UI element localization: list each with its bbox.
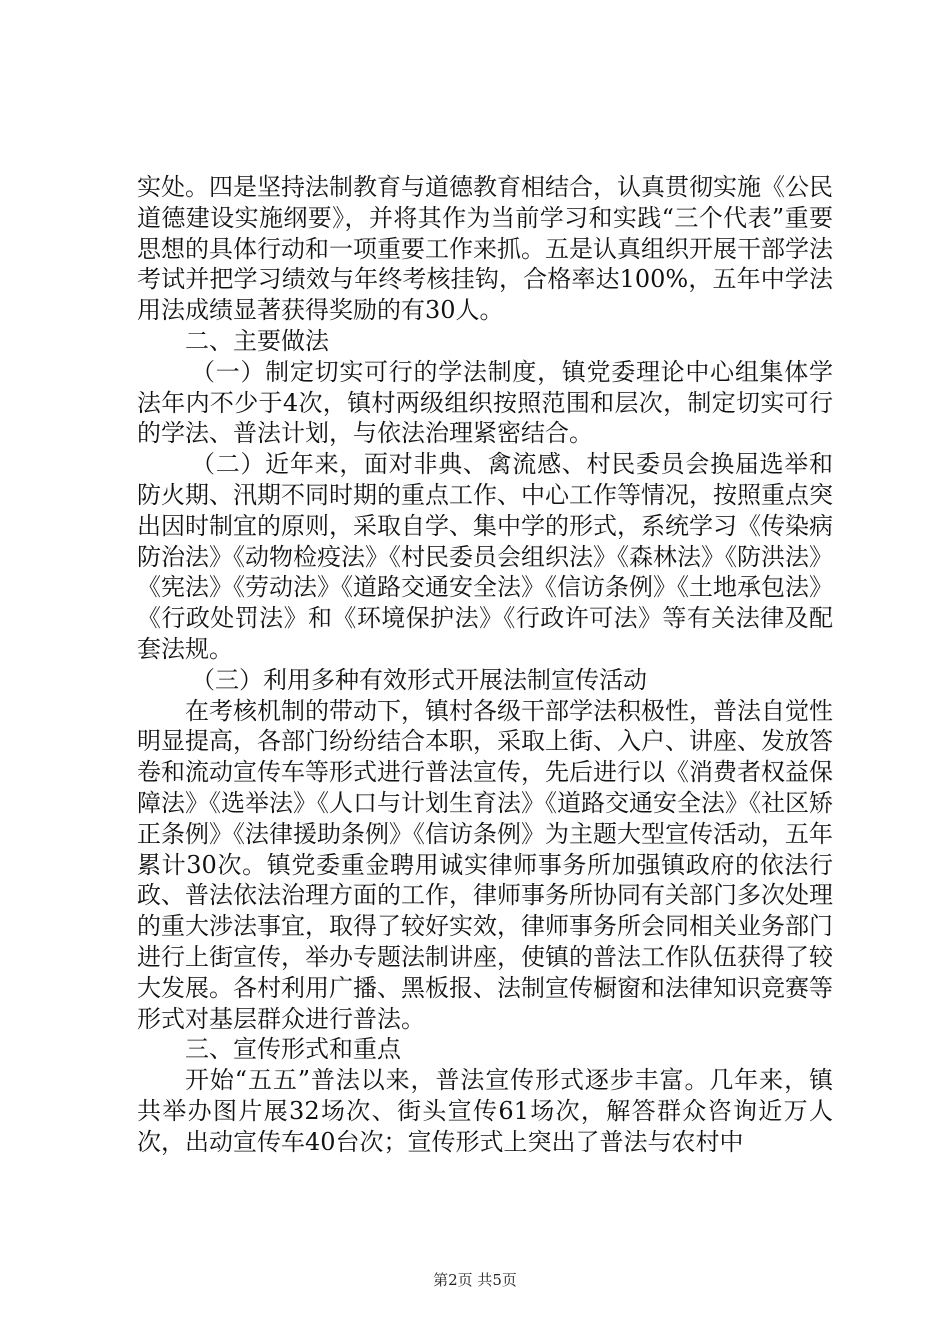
section-heading-publicity-forms: 三、宣传形式和重点 (185, 1035, 401, 1064)
section-heading-main-practices: 二、主要做法 (185, 326, 329, 355)
subheading-item-three: （三）利用多种有效形式开展法制宣传活动 (191, 665, 647, 694)
paragraph-item-one: （一）制定切实可行的学法制度，镇党委理论中心组集体学法年内不少于4次，镇村两级组织按照范围和层次，制定切实可行的学法、普法计划，与依法治理紧密结合。 (137, 357, 833, 448)
document-body (137, 172, 833, 1158)
paragraph-item-two: （二）近年来，面对非典、禽流感、村民委员会换届选举和防火期、汛期不同时期的重点工作、中心工作等情况，按照重点突出因时制宜的原则，采取自学、集中学的形式，系统学习《传染病防治法》《动物检疫法》《村民委员会组织法》《森林法》《防洪法》《宪法》《劳动法》《道路交通安全法》《信访条例》《土地承包法》《行政处罚法》和《环境保护法》《行政许可法》等有关法律及配套法规。 (137, 450, 833, 663)
paragraph-publicity-summary: 开始“五五”普法以来，普法宣传形式逐步丰富。几年来，镇共举办图片展32场次、街头宣传61场次，解答群众咨询近万人次，出动宣传车40台次；宣传形式上突出了普法与农村中 (137, 1066, 833, 1156)
paragraph-continuation: 实处。四是坚持法制教育与道德教育相结合，认真贯彻实施《公民道德建设实施纲要》，并将其作为当前学习和实践“三个代表”重要思想的具体行动和一项重要工作来抓。五是认真组织开展干部学法考试并把学习绩效与年终考核挂钩，合格率达100%，五年中学法用法成绩显著获得奖励的有30人。 (137, 173, 833, 325)
paragraph-publicity-activities: 在考核机制的带动下，镇村各级干部学法积极性，普法自觉性明显提高，各部门纷纷结合本职，采取上街、入户、讲座、发放答卷和流动宣传车等形式进行普法宣传，先后进行以《消费者权益保障法》《选举法》《人口与计划生育法》《道路交通安全法》《社区矫正条例》《法律援助条例》《信访条例》为主题大型宣传活动，五年累计30次。镇党委重金聘用诚实律师事务所加强镇政府的依法行政、普法依法治理方面的工作，律师事务所协同有关部门多次处理的重大涉法事宜，取得了较好实效，律师事务所会同相关业务部门进行上街宣传，举办专题法制讲座，使镇的普法工作队伍获得了较大发展。各村利用广播、黑板报、法制宣传橱窗和法律知识竞赛等形式对基层群众进行普法。 (137, 696, 833, 1033)
page-number-footer: 第2页 共5页 (433, 1271, 517, 1289)
